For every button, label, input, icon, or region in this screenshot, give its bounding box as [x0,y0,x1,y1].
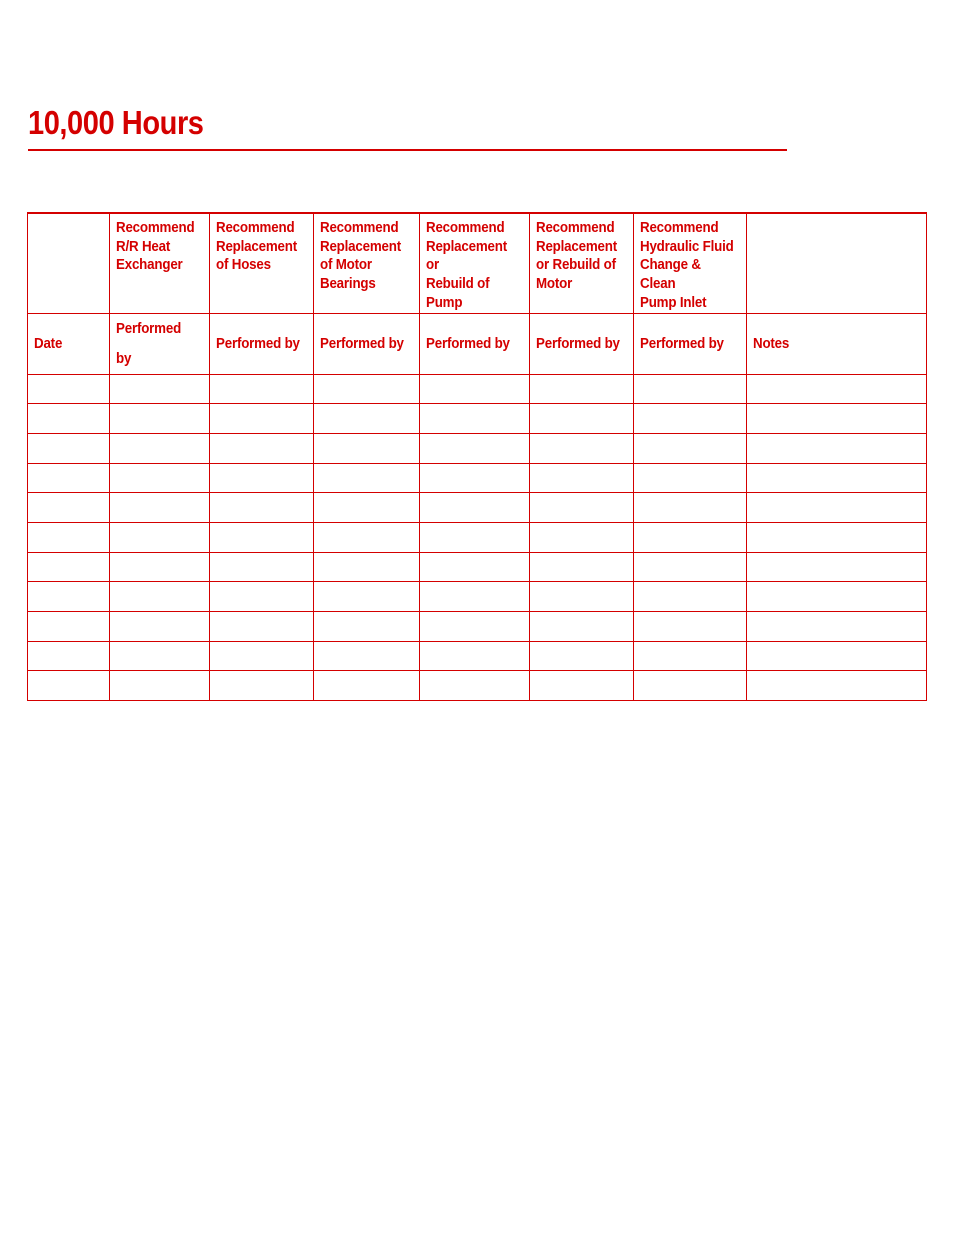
entry-cell[interactable] [530,493,634,523]
entry-cell[interactable] [210,582,314,612]
entry-cell[interactable] [747,374,927,404]
entry-cell[interactable] [110,522,210,552]
entry-cell[interactable] [634,552,747,582]
entry-cell[interactable] [110,552,210,582]
entry-cell[interactable] [420,612,530,642]
entry-cell[interactable] [110,463,210,493]
entry-cell[interactable] [314,493,420,523]
entry-cell[interactable] [28,671,110,701]
entry-cell[interactable] [634,463,747,493]
entry-cell[interactable] [28,433,110,463]
entry-cell[interactable] [110,641,210,671]
table-row [28,374,927,404]
entry-cell[interactable] [747,612,927,642]
entry-cell[interactable] [420,671,530,701]
column-label-performed-by: Performed by [110,313,210,374]
entry-cell[interactable] [210,612,314,642]
entry-cell[interactable] [210,671,314,701]
entry-cell[interactable] [420,522,530,552]
entry-cell[interactable] [314,404,420,434]
entry-cell[interactable] [210,463,314,493]
entry-cell[interactable] [634,522,747,552]
entry-cell[interactable] [530,552,634,582]
entry-cell[interactable] [210,433,314,463]
entry-cell[interactable] [314,433,420,463]
entry-cell[interactable] [530,374,634,404]
entry-cell[interactable] [530,522,634,552]
entry-cell[interactable] [28,522,110,552]
table-row [28,404,927,434]
entry-cell[interactable] [210,493,314,523]
task-header-date [28,213,110,313]
entry-cell[interactable] [110,612,210,642]
entry-cell[interactable] [747,404,927,434]
entry-cell[interactable] [314,582,420,612]
entry-cell[interactable] [530,641,634,671]
entry-cell[interactable] [634,433,747,463]
entry-cell[interactable] [314,522,420,552]
table-row [28,641,927,671]
entry-cell[interactable] [747,552,927,582]
column-label-performed-by: Performed by [634,313,747,374]
table-row [28,612,927,642]
entry-cell[interactable] [110,671,210,701]
entry-cell[interactable] [314,463,420,493]
entry-cell[interactable] [110,374,210,404]
task-header-motor: Recommend Replacement or Rebuild of Motor [530,213,634,313]
entry-cell[interactable] [420,374,530,404]
entry-cell[interactable] [634,671,747,701]
task-header-hydraulic-fluid: Recommend Hydraulic Fluid Change & Clean Pump Inlet [634,213,747,313]
entry-cell[interactable] [420,493,530,523]
entry-cell[interactable] [28,641,110,671]
entry-cell[interactable] [28,582,110,612]
entry-cell[interactable] [530,463,634,493]
task-header-notes [747,213,927,313]
table-row [28,493,927,523]
entry-cell[interactable] [634,641,747,671]
entry-cell[interactable] [314,641,420,671]
entry-cell[interactable] [28,374,110,404]
entry-cell[interactable] [420,463,530,493]
entry-cell[interactable] [530,582,634,612]
entry-cell[interactable] [210,404,314,434]
entry-cell[interactable] [747,582,927,612]
entry-cell[interactable] [210,522,314,552]
table-row [28,463,927,493]
title-divider [28,149,787,151]
entry-cell[interactable] [747,641,927,671]
column-label-date: Date [28,313,110,374]
entry-cell[interactable] [634,582,747,612]
entry-cell[interactable] [28,463,110,493]
entry-cell[interactable] [530,612,634,642]
entry-cell[interactable] [28,404,110,434]
column-label-performed-by: Performed by [314,313,420,374]
entry-cell[interactable] [28,493,110,523]
entry-cell[interactable] [28,552,110,582]
entry-cell[interactable] [420,582,530,612]
column-label-performed-by: Performed by [420,313,530,374]
entry-cell[interactable] [634,404,747,434]
page-title: 10,000 Hours [28,104,204,141]
entry-cell[interactable] [314,374,420,404]
entry-cell[interactable] [747,493,927,523]
entry-cell[interactable] [747,522,927,552]
entry-cell[interactable] [210,374,314,404]
entry-cell[interactable] [420,552,530,582]
entry-cell[interactable] [530,404,634,434]
entry-cell[interactable] [110,582,210,612]
entry-cell[interactable] [110,493,210,523]
entry-cell[interactable] [747,433,927,463]
task-header-pump: Recommend Replacement or Rebuild of Pump [420,213,530,313]
column-label-notes: Notes [747,313,927,374]
entry-cell[interactable] [634,493,747,523]
entry-cell[interactable] [110,404,210,434]
entry-cell[interactable] [634,612,747,642]
entry-cell[interactable] [420,433,530,463]
table-row [28,582,927,612]
entry-cell[interactable] [210,641,314,671]
maintenance-log-table [27,212,927,701]
entry-cell[interactable] [28,612,110,642]
column-label-row [28,313,927,374]
column-label-performed-by: Performed by [210,313,314,374]
entry-cell[interactable] [634,374,747,404]
table-row [28,671,927,701]
entry-cell[interactable] [420,404,530,434]
entry-cell[interactable] [420,641,530,671]
column-label-performed-by: Performed by [530,313,634,374]
entry-cell[interactable] [314,612,420,642]
task-header-motor-bearings: Recommend Replacement of Motor Bearings [314,213,420,313]
task-header-hoses: Recommend Replacement of Hoses [210,213,314,313]
entry-cell[interactable] [314,552,420,582]
table-row [28,552,927,582]
task-header-row [28,213,927,313]
entry-cell[interactable] [747,463,927,493]
table-row [28,433,927,463]
entry-cell[interactable] [210,552,314,582]
entry-cell[interactable] [314,671,420,701]
entry-cell[interactable] [530,433,634,463]
entry-cell[interactable] [110,433,210,463]
entry-cell[interactable] [747,671,927,701]
entry-cell[interactable] [530,671,634,701]
task-header-heat-exchanger: Recommend R/R Heat Exchanger [110,213,210,313]
table-row [28,522,927,552]
log-entries [28,374,927,701]
